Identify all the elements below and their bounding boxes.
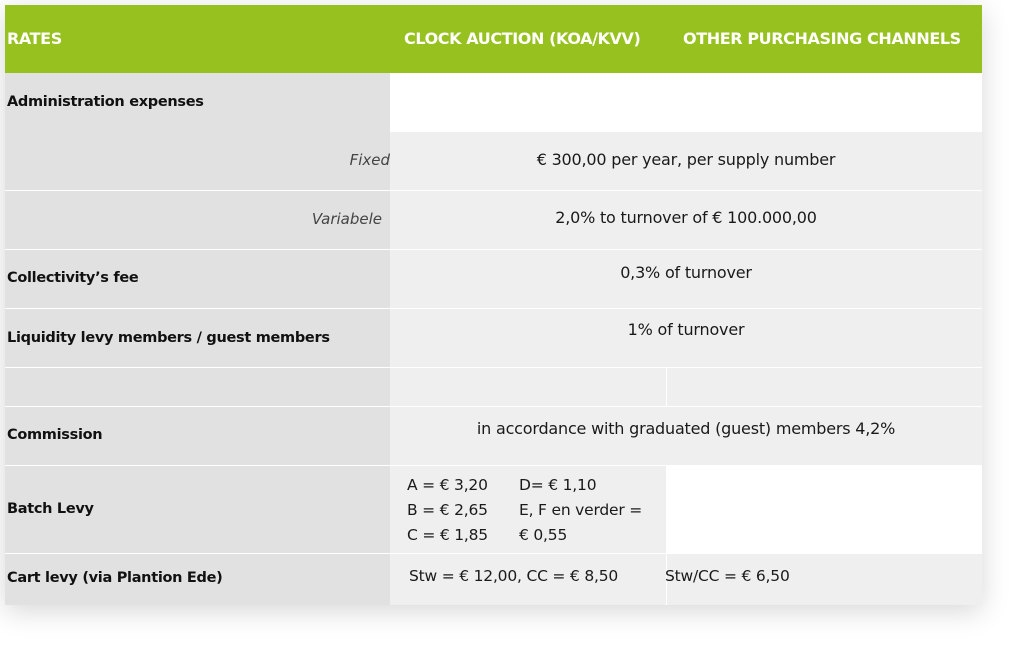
label-cell bbox=[5, 466, 390, 553]
table-header bbox=[5, 5, 982, 73]
value-cell-other bbox=[667, 554, 982, 605]
row-label-liquidity: Liquidity levy members / guest members bbox=[7, 330, 330, 346]
row-label-commission: Commission bbox=[7, 427, 103, 443]
row-label-batch-levy: Batch Levy bbox=[7, 501, 94, 517]
row-label-collectivity: Collectivity’s fee bbox=[7, 270, 139, 286]
row-value-variable: 2,0% to turnover of € 100.000,00 bbox=[555, 208, 817, 227]
value-cell-other bbox=[667, 73, 982, 132]
batch-rate-ef-label: E, F en verder = bbox=[519, 501, 643, 519]
row-label-fixed: Fixed bbox=[349, 151, 390, 169]
cart-levy-other-value: Stw/CC = € 6,50 bbox=[665, 567, 790, 585]
batch-rate-d: D= € 1,10 bbox=[519, 476, 597, 494]
table-row-cart-levy bbox=[5, 554, 982, 605]
label-cell bbox=[5, 309, 390, 367]
value-cell-other bbox=[667, 466, 982, 553]
value-cell-clock bbox=[390, 368, 666, 406]
header-other-channels: OTHER PURCHASING CHANNELS bbox=[683, 29, 961, 48]
value-cell-clock bbox=[390, 73, 666, 132]
table-row-batch-levy bbox=[5, 466, 982, 553]
cart-levy-clock-value: Stw = € 12,00, CC = € 8,50 bbox=[409, 567, 619, 585]
table-row-fixed bbox=[5, 132, 982, 190]
label-cell bbox=[5, 368, 390, 406]
label-cell bbox=[5, 554, 390, 605]
row-value-commission: in accordance with graduated (guest) members 4,2% bbox=[476, 419, 896, 438]
row-value-fixed: € 300,00 per year, per supply number bbox=[536, 150, 836, 169]
row-label-administration: Administration expenses bbox=[7, 94, 204, 110]
row-value-collectivity: 0,3% of turnover bbox=[620, 263, 752, 282]
rates-table bbox=[5, 5, 982, 605]
label-cell bbox=[5, 407, 390, 465]
table-row-commission bbox=[5, 407, 982, 465]
row-value-liquidity: 1% of turnover bbox=[627, 320, 745, 339]
batch-rate-c: C = € 1,85 bbox=[407, 526, 488, 544]
label-cell bbox=[5, 73, 390, 132]
row-label-cart-levy: Cart levy (via Plantion Ede) bbox=[7, 570, 223, 586]
header-clock-auction: CLOCK AUCTION (KOA/KVV) bbox=[404, 29, 641, 48]
value-cell-other bbox=[667, 368, 982, 406]
table-row-empty bbox=[5, 368, 982, 406]
label-cell bbox=[5, 191, 390, 249]
batch-rate-a: A = € 3,20 bbox=[407, 476, 488, 494]
label-cell bbox=[5, 132, 390, 190]
value-cell-clock bbox=[390, 466, 666, 553]
batch-rate-b: B = € 2,65 bbox=[407, 501, 488, 519]
header-rates: RATES bbox=[7, 29, 62, 48]
label-cell bbox=[5, 250, 390, 308]
table-row-variable bbox=[5, 191, 982, 249]
table-row-liquidity bbox=[5, 309, 982, 367]
value-cell-clock bbox=[390, 554, 666, 605]
table-row-collectivity bbox=[5, 250, 982, 308]
batch-rate-ef-value: € 0,55 bbox=[519, 526, 568, 544]
table-row-administration bbox=[5, 73, 982, 132]
row-label-variable: Variabele bbox=[311, 210, 382, 228]
